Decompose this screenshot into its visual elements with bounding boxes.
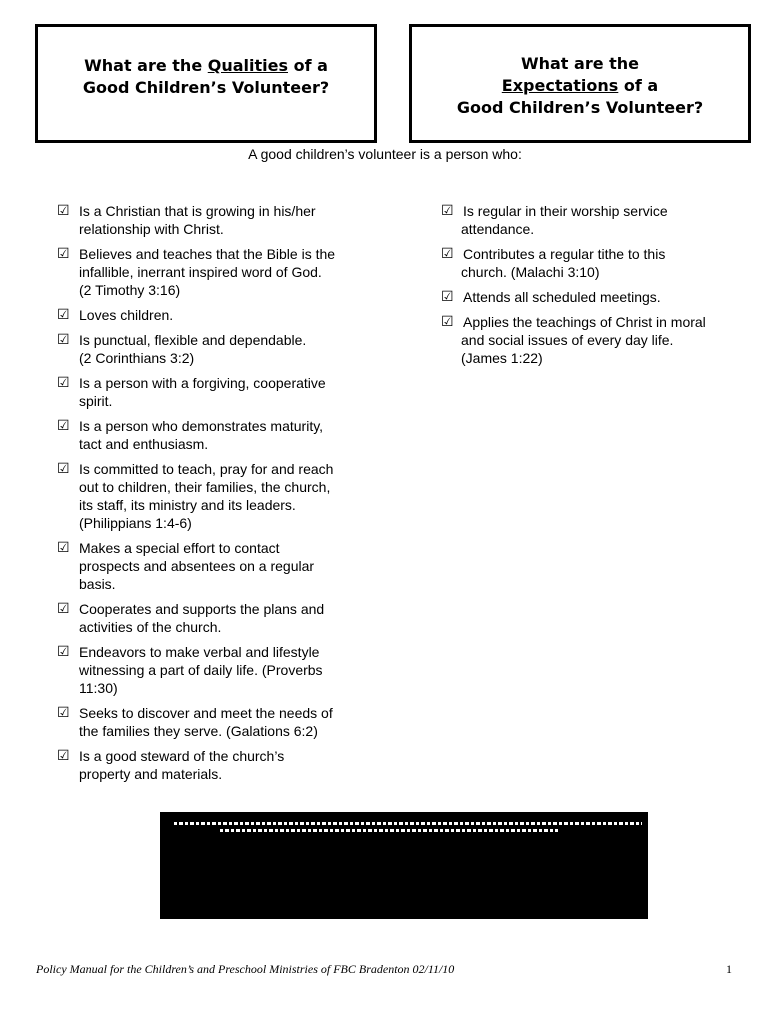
quality-item bbox=[57, 245, 369, 299]
checkbox-icon: ☑ bbox=[57, 246, 70, 262]
checkbox-icon: ☑ bbox=[441, 203, 454, 219]
qualities-title-post: of a bbox=[288, 56, 328, 75]
checkbox-icon: ☑ bbox=[57, 461, 70, 477]
quality-item bbox=[57, 643, 369, 697]
quality-item bbox=[57, 460, 369, 532]
checkbox-icon: ☑ bbox=[57, 705, 70, 721]
checkbox-icon: ☑ bbox=[57, 332, 70, 348]
quality-item-text: Is a good steward of the church’s bbox=[79, 748, 285, 764]
quality-item-text: (2 Timothy 3:16) bbox=[79, 282, 181, 298]
expectation-item bbox=[441, 202, 741, 238]
subtitle: A good children’s volunteer is a person who: bbox=[248, 146, 522, 162]
expectation-item-text: church. (Malachi 3:10) bbox=[461, 264, 600, 280]
qualities-header-box bbox=[35, 24, 377, 143]
quality-item bbox=[57, 331, 369, 367]
expectation-item-text: Contributes a regular tithe to this bbox=[463, 246, 666, 262]
quality-item bbox=[57, 704, 369, 740]
quality-item-text: tact and enthusiasm. bbox=[79, 436, 209, 452]
expectation-item-text: and social issues of every day life. bbox=[461, 332, 674, 348]
quality-item bbox=[57, 306, 369, 324]
quality-item-text: Is a person who demonstrates maturity, bbox=[79, 418, 324, 434]
redacted-image-block bbox=[160, 812, 648, 919]
quality-item bbox=[57, 374, 369, 410]
quality-item-text: relationship with Christ. bbox=[79, 221, 224, 237]
quality-item-text: witnessing a part of daily life. (Proverbs bbox=[79, 662, 323, 678]
expectations-list bbox=[441, 202, 741, 374]
page-number: 1 bbox=[726, 962, 732, 976]
quality-item-text: basis. bbox=[79, 576, 116, 592]
checkbox-icon: ☑ bbox=[57, 748, 70, 764]
quality-item-text: Endeavors to make verbal and lifestyle bbox=[79, 644, 320, 660]
quality-item-text: Believes and teaches that the Bible is the bbox=[79, 246, 336, 262]
quality-item-text: 11:30) bbox=[79, 680, 118, 696]
quality-item-text: (Philippians 1:4-6) bbox=[79, 515, 192, 531]
checkbox-icon: ☑ bbox=[57, 644, 70, 660]
quality-item-text: property and materials. bbox=[79, 766, 223, 782]
expectation-item bbox=[441, 245, 741, 281]
checkbox-icon: ☑ bbox=[57, 601, 70, 617]
quality-item bbox=[57, 202, 369, 238]
quality-item-text: Is punctual, flexible and dependable. bbox=[79, 332, 307, 348]
expectations-header-box bbox=[409, 24, 751, 143]
footer-text: Policy Manual for the Children’s and Preschool Ministries of FBC Bradenton 02/11/10 bbox=[36, 962, 455, 976]
expectation-item-text: attendance. bbox=[461, 221, 535, 237]
checkbox-icon: ☑ bbox=[57, 203, 70, 219]
quality-item-text: Cooperates and supports the plans and bbox=[79, 601, 325, 617]
expectations-title-line-1: What are the bbox=[520, 54, 640, 73]
expectation-item bbox=[441, 288, 741, 306]
quality-item-text: spirit. bbox=[79, 393, 113, 409]
scrambled-text-line bbox=[220, 829, 558, 832]
quality-item-text: its staff, its ministry and its leaders. bbox=[79, 497, 296, 513]
checkbox-icon: ☑ bbox=[57, 375, 70, 391]
quality-item bbox=[57, 600, 369, 636]
qualities-list bbox=[57, 202, 369, 790]
quality-item bbox=[57, 539, 369, 593]
expectation-item-text: Applies the teachings of Christ in moral bbox=[463, 314, 706, 330]
expectations-title-line-3: Good Children’s Volunteer? bbox=[456, 98, 704, 117]
scrambled-text-line bbox=[174, 822, 642, 825]
quality-item-text: Is a Christian that is growing in his/her bbox=[79, 203, 316, 219]
quality-item-text: the families they serve. (Galations 6:2) bbox=[79, 723, 318, 739]
quality-item bbox=[57, 747, 369, 783]
checkbox-icon: ☑ bbox=[57, 540, 70, 556]
checkbox-icon: ☑ bbox=[441, 246, 454, 262]
quality-item bbox=[57, 417, 369, 453]
quality-item-text: Is a person with a forgiving, cooperative bbox=[79, 375, 326, 391]
qualities-title-line-2: Good Children’s Volunteer? bbox=[82, 78, 330, 97]
quality-item-text: infallible, inerrant inspired word of God. bbox=[79, 264, 322, 280]
checkbox-icon: ☑ bbox=[441, 289, 454, 305]
quality-item-text: (2 Corinthians 3:2) bbox=[79, 350, 195, 366]
quality-item-text: Is committed to teach, pray for and reach bbox=[79, 461, 334, 477]
expectation-item-text: (James 1:22) bbox=[461, 350, 543, 366]
qualities-title-keyword: Qualities bbox=[207, 56, 288, 75]
checkbox-icon: ☑ bbox=[57, 418, 70, 434]
quality-item-text: Loves children. bbox=[79, 307, 174, 323]
expectations-title-line-2 bbox=[412, 75, 748, 97]
quality-item-text: out to children, their families, the church, bbox=[79, 479, 331, 495]
expectations-title-post: of a bbox=[618, 76, 659, 95]
quality-item-text: Makes a special effort to contact bbox=[79, 540, 280, 556]
quality-item-text: prospects and absentees on a regular bbox=[79, 558, 315, 574]
expectation-item-text: Attends all scheduled meetings. bbox=[463, 289, 661, 305]
expectation-item-text: Is regular in their worship service bbox=[463, 203, 668, 219]
expectation-item bbox=[441, 313, 741, 367]
expectations-title-keyword: Expectations bbox=[501, 76, 619, 95]
qualities-title-line-1 bbox=[38, 55, 374, 77]
quality-item-text: Seeks to discover and meet the needs of bbox=[79, 705, 333, 721]
checkbox-icon: ☑ bbox=[441, 314, 454, 330]
quality-item-text: activities of the church. bbox=[79, 619, 222, 635]
checkbox-icon: ☑ bbox=[57, 307, 70, 323]
qualities-title-pre: What are the bbox=[84, 56, 208, 75]
